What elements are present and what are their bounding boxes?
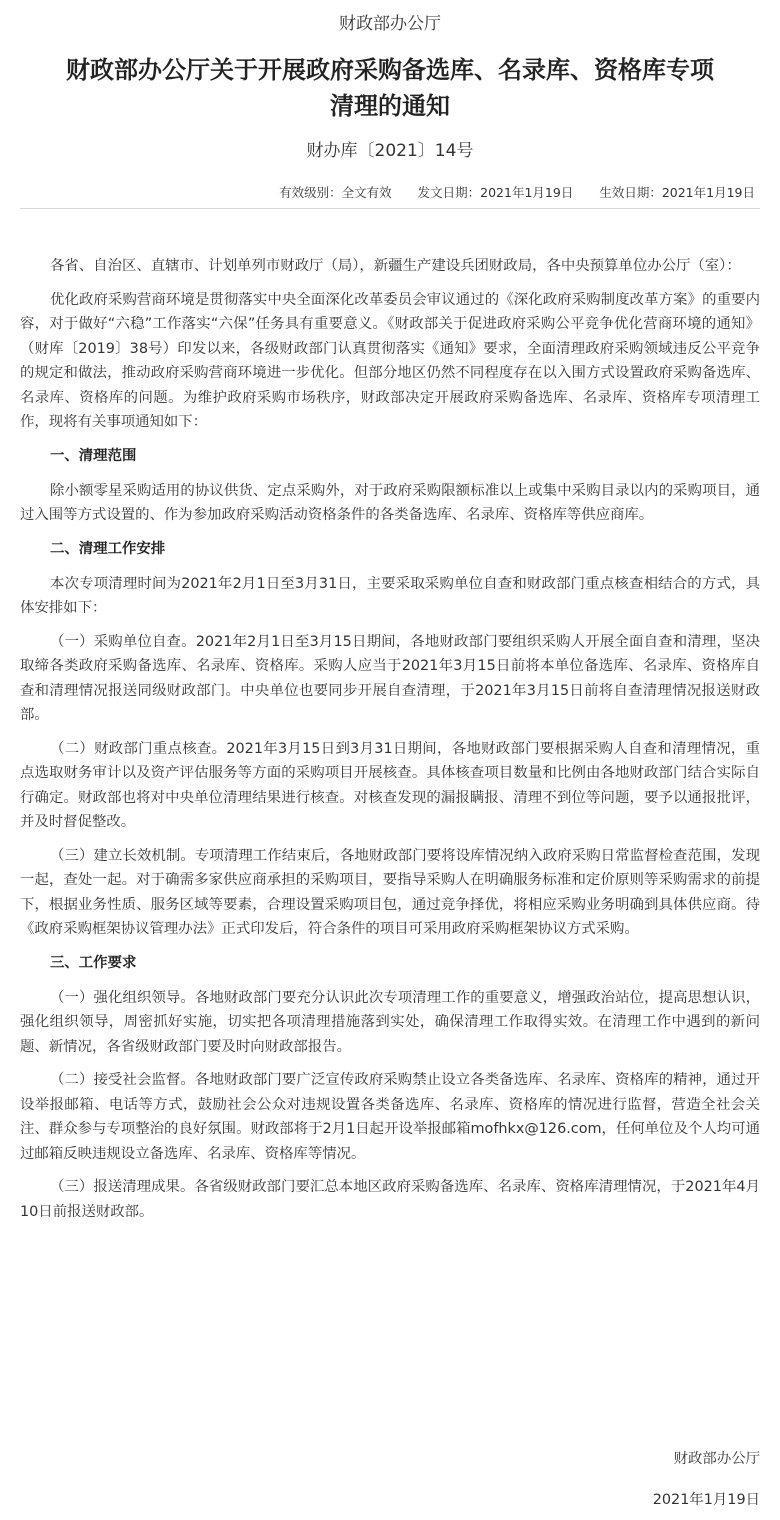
document-body <box>20 254 760 1233</box>
section-2-intro: 本次专项清理时间为2021年2月1日至3月31日，主要采取采购单位自查和财政部门重点核查相结合的方式，具体安排如下： <box>20 575 760 616</box>
issue-date <box>418 185 574 200</box>
page-title <box>20 52 760 124</box>
section-1-heading: 一、清理范围 <box>50 447 137 464</box>
section-2-item-2: （二）财政部门重点核查。2021年3月15日到3月31日期间，各地财政部门要根据采购人自查和清理情况，重点选取财务审计以及资产评估服务等方面的采购项目开展核查。具体核查项目数量和比例由各地财政部门结合实际自行确定。财政部也将对中央单位清理结果进行核查。对核查发现的漏报瞒报、清理不到位等问题，要予以通报批评，并及时督促整改。 <box>20 740 760 830</box>
section-2-item-1: （一）采购单位自查。2021年2月1日至3月15日期间，各地财政部门要组织采购人开展全面自查和清理，坚决取缔各类政府采购备选库、名录库、资格库。采购人应当于2021年3月15日前将本单位备选库、名录库、资格库自查和清理情况报送同级财政部门。中央单位也要同步开展自查清理，于2021年3月15日前将自查清理情况报送财政部。 <box>20 633 760 723</box>
section-3-item-1: （一）强化组织领导。各地财政部门要充分认识此次专项清理工作的重要意义，增强政治站位，提高思想认识，强化组织领导，周密抓好实施，切实把各项清理措施落到实处，确保清理工作取得实效。在清理工作中遇到的新问题、新情况，各省级财政部门要及时向财政部报告。 <box>20 989 760 1055</box>
validity-level <box>279 185 392 200</box>
issue-date-label: 发文日期： <box>417 185 481 200</box>
effective-date-value: 2021年1月19日 <box>661 185 755 200</box>
validity-value: 全文有效 <box>341 185 392 200</box>
effective-date <box>599 185 755 200</box>
issue-date-value: 2021年1月19日 <box>480 185 574 200</box>
section-2-heading: 二、清理工作安排 <box>50 540 166 557</box>
header-divider <box>20 208 760 209</box>
section-3-item-2: （二）接受社会监督。各地财政部门要广泛宣传政府采购禁止设立各类备选库、名录库、资格库的精神，通过开设举报邮箱、电话等方式，鼓励社会公众对违规设置各类备选库、名录库、资格库的情况进行监督，营造全社会关注、群众参与专项整治的良好氛围。财政部将于2月1日起开设举报邮箱mofhkx@126.com，任何单位及个人均可通过邮箱反映违规设立备选库、名录库、资格库等情况。 <box>20 1072 760 1162</box>
section-1-paragraph: 除小额零星采购适用的协议供货、定点采购外，对于政府采购限额标准以上或集中采购目录以内的采购项目，通过入围等方式设置的、作为参加政府采购活动资格条件的各类备选库、名录库、资格库等供应商库。 <box>20 482 760 523</box>
section-2-item-3: （三）建立长效机制。专项清理工作结束后，各地财政部门要将设库情况纳入政府采购日常监督检查范围，发现一起，查处一起。对于确需多家供应商承担的采购项目，要指导采购人在明确服务标准和定价原则等采购需求的前提下，根据业务性质、服务区域等要素，合理设置采购项目包，通过竞争择优，将相应采购业务明确到具体供应商。待《政府采购框架协议管理办法》正式印发后，符合条件的项目可采用政府采购框架协议方式采购。 <box>20 847 760 937</box>
signature-date: 2021年1月19日 <box>652 1492 760 1508</box>
effective-date-label: 生效日期： <box>599 185 662 200</box>
salutation: 各省、自治区、直辖市、计划单列市财政厅（局），新疆生产建设兵团财政局，各中央预算单位办公厅（室）： <box>50 258 741 274</box>
intro-paragraph: 优化政府采购营商环境是贯彻落实中央全面深化改革委员会审议通过的《深化政府采购制度改革方案》的重要内容，对于做好“六稳”工作落实“六保”任务具有重要意义。《财政部关于促进政府采购公平竞争优化营商环境的通知》（财库〔2019〕38号）印发以来，各级财政部门认真贯彻落实《通知》要求，全面清理政府采购领域违反公平竞争的规定和做法，推动政府采购营商环境进一步优化。但部分地区仍然不同程度存在以入围方式设置政府采购备选库、名录库、资格库的问题。为维护政府采购市场秩序，财政部决定开展政府采购备选库、名录库、资格库专项清理工作，现将有关事项通知如下： <box>20 291 760 430</box>
section-3-item-3: （三）报送清理成果。各省级财政部门要汇总本地区政府采购备选库、名录库、资格库清理情况，于2021年4月10日前报送财政部。 <box>20 1179 760 1220</box>
title-line-2: 清理的通知 <box>330 92 450 120</box>
section-3-heading: 三、工作要求 <box>50 954 137 971</box>
title-line-1: 财政部办公厅关于开展政府采购备选库、名录库、资格库专项 <box>66 56 714 84</box>
signature-issuer: 财政部办公厅 <box>673 1451 760 1467</box>
document-number: 财办库〔2021〕14号 <box>306 141 474 161</box>
validity-label: 有效级别： <box>279 185 342 200</box>
issuer-heading: 财政部办公厅 <box>339 14 441 34</box>
document-meta <box>20 184 755 202</box>
